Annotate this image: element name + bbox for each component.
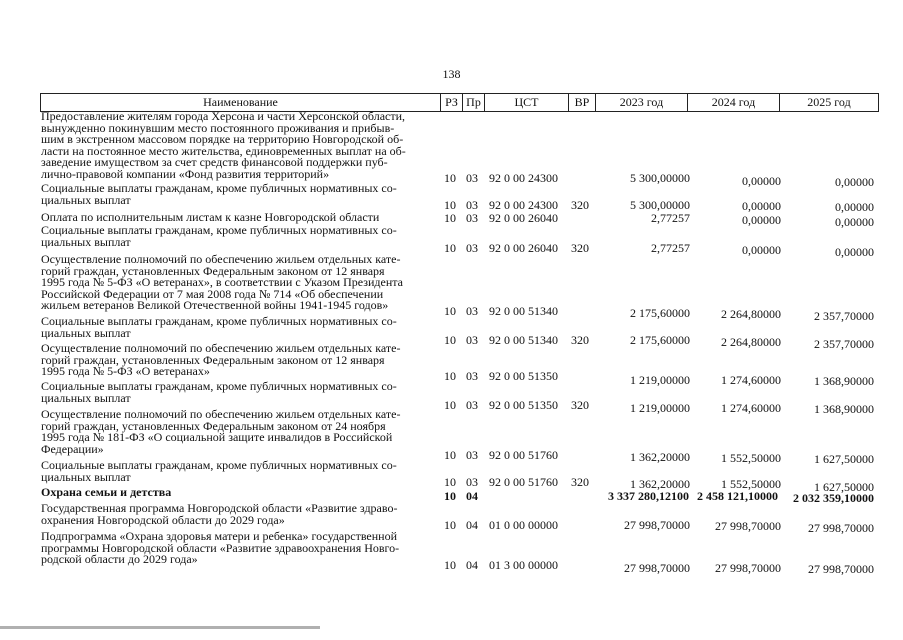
row-name: Оплата по исполнительным листам к казне Новгородской области (41, 210, 380, 224)
row-name: Осуществление полномочий по обеспечению жильем отдельных кате- горий граждан, установленных Федеральным законом от 12 января 1995 года № 5-ФЗ «О ветеранах», в соответствии с Указом Президента Российской Федерации от 7 мая 2008 года № 714 «Об обеспечении жильем ветеранов Великой Отечественной войны 1941-1945 годов» (41, 252, 403, 313)
row-2025: 1 627,50000 (814, 452, 874, 466)
row-name: Социальные выплаты гражданам, кроме публичных нормативных со- циальных выплат (41, 181, 397, 207)
row-2024: 2 264,80000 (721, 307, 781, 321)
row-cst: 01 3 00 00000 (489, 558, 558, 572)
row-name: Социальные выплаты гражданам, кроме публичных нормативных со- циальных выплат (41, 223, 397, 249)
row-2025: 27 998,70000 (808, 521, 874, 535)
row-2025: 27 998,70000 (808, 562, 874, 576)
row-cst: 92 0 00 26040 (489, 211, 558, 225)
row-2024: 27 998,70000 (715, 561, 781, 575)
row-2025: 1 368,90000 (814, 374, 874, 388)
row-2023: 5 300,00000 (630, 171, 690, 185)
row-vr: 320 (571, 475, 589, 489)
row-pr: 03 (466, 211, 478, 225)
row-pr: 03 (466, 369, 478, 383)
row-pr: 03 (466, 448, 478, 462)
row-rz: 10 (444, 211, 456, 225)
row-cst: 92 0 00 51350 (489, 398, 558, 412)
row-2023: 5 300,00000 (630, 198, 690, 212)
row-name: Подпрограмма «Охрана здоровья матери и ребенка» государственной программы Новгородской области «Развитие здравоохранения Новго- родской области до 2029 года» (41, 529, 400, 567)
header-cst: ЦСТ (485, 94, 569, 111)
row-name: Социальные выплаты гражданам, кроме публичных нормативных со- циальных выплат (41, 314, 397, 340)
row-name: Осуществление полномочий по обеспечению жильем отдельных кате- горий граждан, установленных Федеральным законом от 12 января 1995 года № 5-ФЗ «О ветеранах» (41, 341, 401, 379)
header-2025: 2025 год (807, 95, 851, 109)
row-2025: 0,00000 (835, 175, 874, 189)
row-2025: 2 032 359,10000 (793, 491, 874, 505)
page-number: 138 (442, 67, 461, 81)
row-rz: 10 (444, 558, 456, 572)
row-rz: 10 (444, 518, 456, 532)
row-2023: 3 337 280,12100 (608, 489, 689, 503)
row-2023: 27 998,70000 (624, 518, 690, 532)
row-2023: 2 175,60000 (630, 333, 690, 347)
row-rz: 10 (444, 448, 456, 462)
row-name: Социальные выплаты гражданам, кроме публичных нормативных со- циальных выплат (41, 458, 397, 484)
row-2025: 0,00000 (835, 215, 874, 229)
scan-edge-line (0, 626, 320, 629)
row-2024: 1 274,60000 (721, 373, 781, 387)
row-pr: 03 (466, 198, 478, 212)
row-cst: 92 0 00 51350 (489, 369, 558, 383)
row-cst: 92 0 00 51340 (489, 333, 558, 347)
row-2023: 1 362,20000 (630, 477, 690, 491)
row-rz: 10 (444, 304, 456, 318)
row-2023: 1 219,00000 (630, 401, 690, 415)
row-rz: 10 (444, 198, 456, 212)
row-cst: 92 0 00 24300 (489, 171, 558, 185)
row-cst: 92 0 00 51760 (489, 475, 558, 489)
row-rz: 10 (444, 171, 456, 185)
header-2023: 2023 год (596, 94, 688, 111)
row-2024: 1 552,50000 (721, 451, 781, 465)
row-2024: 27 998,70000 (715, 519, 781, 533)
row-pr: 04 (466, 518, 478, 532)
row-2024: 1 552,50000 (721, 477, 781, 491)
row-2024: 0,00000 (742, 199, 781, 213)
row-cst: 92 0 00 26040 (489, 241, 558, 255)
header-name: Наименование (41, 94, 441, 111)
row-pr: 03 (466, 241, 478, 255)
row-vr: 320 (571, 333, 589, 347)
row-2025: 2 357,70000 (814, 337, 874, 351)
row-cst: 92 0 00 51340 (489, 304, 558, 318)
row-rz: 10 (444, 333, 456, 347)
row-2025: 1 627,50000 (814, 480, 874, 494)
row-cst: 92 0 00 24300 (489, 198, 558, 212)
row-pr: 03 (466, 475, 478, 489)
row-2024: 0,00000 (742, 174, 781, 188)
row-2024: 0,00000 (742, 243, 781, 257)
row-cst: 01 0 00 00000 (489, 518, 558, 532)
row-rz: 10 (444, 369, 456, 383)
row-vr: 320 (571, 398, 589, 412)
row-pr: 04 (466, 489, 478, 503)
row-2025: 0,00000 (835, 245, 874, 259)
row-2024: 2 264,80000 (721, 335, 781, 349)
row-2023: 2 175,60000 (630, 306, 690, 320)
row-2024: 1 274,60000 (721, 401, 781, 415)
header-2024: 2024 год (688, 94, 780, 111)
row-name: Предоставление жителям города Херсона и части Херсонской области, вынужденно покинувшим место постоянного проживания и прибыв- шим в экстренном массовом порядке на территорию Новгородской об- ласти на постоянное место жительства, единовременных выплат на об- заведение имуществом за счет средств финансовой поддержки пуб- лично-правовой компании «Фонд развития территорий» (41, 109, 406, 181)
row-name: Охрана семьи и детства (41, 485, 172, 499)
header-vr: ВР (569, 94, 596, 111)
row-pr: 03 (466, 398, 478, 412)
row-2023: 27 998,70000 (624, 561, 690, 575)
row-2023: 1 362,20000 (630, 450, 690, 464)
row-2023: 2,77257 (651, 211, 690, 225)
row-2025: 1 368,90000 (814, 402, 874, 416)
row-2023: 2,77257 (651, 241, 690, 255)
row-pr: 03 (466, 304, 478, 318)
row-name: Осуществление полномочий по обеспечению жильем отдельных кате- горий граждан, установленных Федеральным законом от 24 ноября 1995 года № 181-ФЗ «О социальной защите инвалидов в Российской Федерации» (41, 407, 401, 456)
row-pr: 04 (466, 558, 478, 572)
row-vr: 320 (571, 198, 589, 212)
row-name: Социальные выплаты гражданам, кроме публичных нормативных со- циальных выплат (41, 379, 397, 405)
row-vr: 320 (571, 241, 589, 255)
row-2023: 1 219,00000 (630, 373, 690, 387)
row-rz: 10 (444, 489, 456, 503)
row-rz: 10 (444, 398, 456, 412)
header-rz: РЗ (441, 94, 463, 111)
header-pr: Пр (463, 94, 485, 111)
row-2025: 2 357,70000 (814, 309, 874, 323)
row-rz: 10 (444, 475, 456, 489)
row-pr: 03 (466, 333, 478, 347)
row-name: Государственная программа Новгородской области «Развитие здраво- охранения Новгородской области до 2029 года» (41, 501, 398, 527)
row-2024: 2 458 121,10000 (697, 489, 778, 503)
row-2024: 0,00000 (742, 213, 781, 227)
row-cst: 92 0 00 51760 (489, 448, 558, 462)
row-2025: 0,00000 (835, 200, 874, 214)
row-pr: 03 (466, 171, 478, 185)
row-rz: 10 (444, 241, 456, 255)
